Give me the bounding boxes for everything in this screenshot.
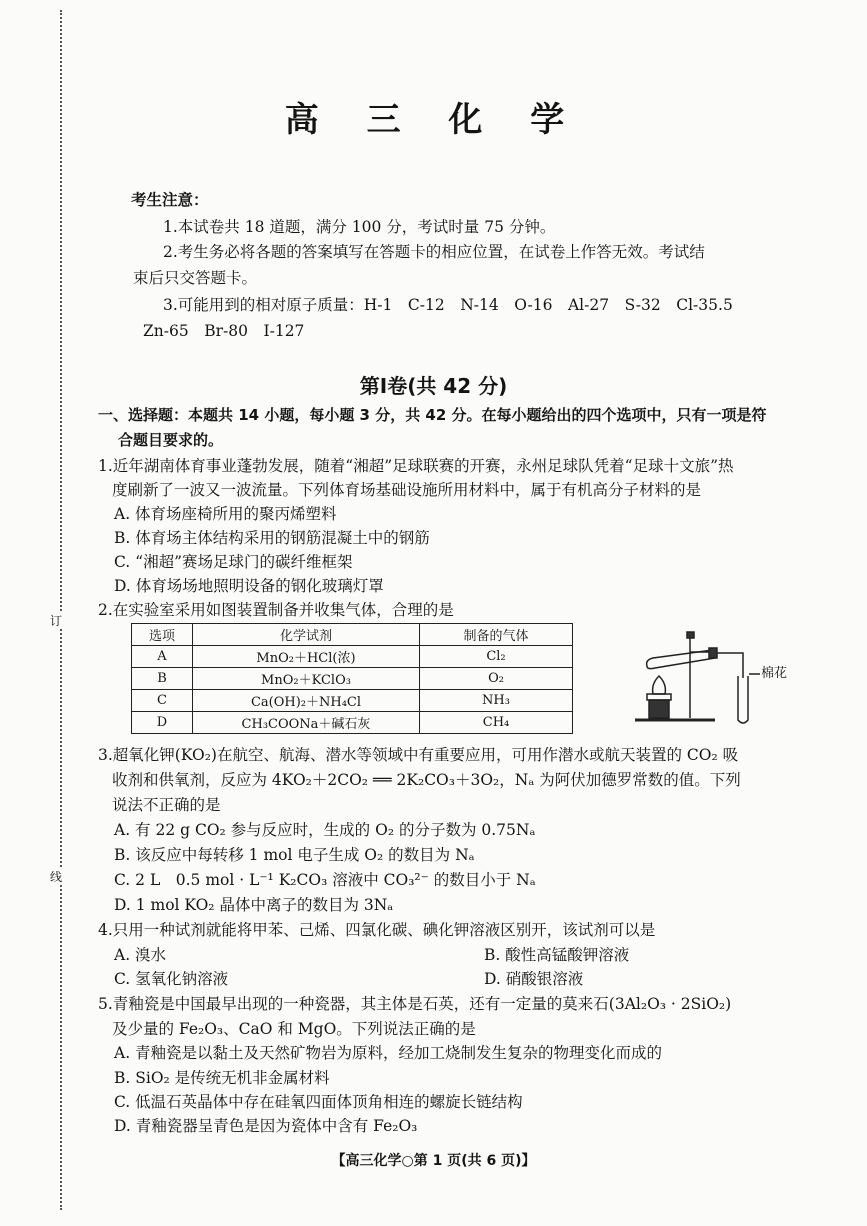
q4-option-d: D. 硝酸银溶液 xyxy=(484,970,584,988)
q5-option-c: C. 低温石英晶体中存在硅氧四面体顶角相连的螺旋长链结构 xyxy=(114,1093,523,1111)
q5-stem-cont: 及少量的 Fe₂O₃、CaO 和 MgO。下列说法正确的是 xyxy=(112,1020,476,1038)
q1-option-b: B. 体育场主体结构采用的钢筋混凝土中的钢筋 xyxy=(114,529,430,547)
q5-option-a: A. 青釉瓷是以黏土及天然矿物岩为原料，经加工烧制发生复杂的物理变化而成的 xyxy=(114,1044,663,1062)
section-title: 第Ⅰ卷(共 42 分) xyxy=(359,374,508,398)
notice-item-2-cont: 束后只交答题卡。 xyxy=(133,269,258,287)
q3-stem-cont2: 说法不正确的是 xyxy=(112,796,221,814)
notice-item-3: 3.可能用到的相对原子质量：H-1 C-12 N-14 O-16 Al-27 S-32 Cl-35.5 xyxy=(163,296,733,314)
q4-option-c: C. 氢氧化钠溶液 xyxy=(114,970,229,988)
table-cell: Cl₂ xyxy=(420,646,573,668)
table-cell: D xyxy=(132,712,193,734)
table-cell: A xyxy=(132,646,193,668)
notice-item-2: 2.考生务必将各题的答案填写在答题卡的相应位置，在试卷上作答无效。考试结 xyxy=(163,243,705,261)
table-cell: Ca(OH)₂＋NH₄Cl xyxy=(193,690,420,712)
q1-stem: 1.近年湖南体育事业蓬勃发展，随着“湘超”足球联赛的开赛，永州足球队凭着“足球十文旅”热 xyxy=(98,457,734,475)
table-cell: MnO₂＋HCl(浓) xyxy=(193,646,420,668)
q2-stem: 2.在实验室采用如图装置制备并收集气体，合理的是 xyxy=(98,601,454,619)
table-cell: O₂ xyxy=(420,668,573,690)
q3-option-a: A. 有 22 g CO₂ 参与反应时，生成的 O₂ 的分子数为 0.75Nₐ xyxy=(114,821,536,839)
q4-option-a: A. 溴水 xyxy=(114,946,167,964)
part1-instructions: 一、选择题：本题共 14 小题，每小题 3 分，共 42 分。在每小题给出的四个选项中，只有一项是符 xyxy=(98,406,767,424)
table-row xyxy=(132,690,573,712)
q3-option-c: C. 2 L 0.5 mol · L⁻¹ K₂CO₃ 溶液中 CO₃²⁻ 的数目小于 Nₐ xyxy=(114,871,536,889)
table-header: 制备的气体 xyxy=(420,624,573,646)
table-cell: NH₃ xyxy=(420,690,573,712)
notice-heading: 考生注意： xyxy=(131,191,209,209)
margin-mark-xian: 线 xyxy=(50,870,63,884)
q3-option-b: B. 该反应中每转移 1 mol 电子生成 O₂ 的数目为 Nₐ xyxy=(114,846,475,864)
binding-line xyxy=(60,10,62,1210)
page-title: 高 三 化 学 xyxy=(284,100,583,140)
figure-label-cotton: 棉花 xyxy=(761,666,788,681)
notice-item-1: 1.本试卷共 18 道题，满分 100 分，考试时量 75 分钟。 xyxy=(163,218,556,236)
q3-stem: 3.超氧化钾(KO₂)在航空、航海、潜水等领域中有重要应用，可用作潜水或航天装置的 CO₂ 吸 xyxy=(98,746,739,764)
table-cell: CH₄ xyxy=(420,712,573,734)
q1-stem-cont: 度刷新了一波又一波流量。下列体育场基础设施所用材料中，属于有机高分子材料的是 xyxy=(112,481,702,499)
table-cell: B xyxy=(132,668,193,690)
q5-stem: 5.青釉瓷是中国最早出现的一种瓷器，其主体是石英，还有一定量的莫来石(3Al₂O₃ · 2SiO₂) xyxy=(98,995,732,1013)
table-cell: CH₃COONa＋碱石灰 xyxy=(193,712,420,734)
margin-mark-ding: 订 xyxy=(50,614,63,628)
table-row xyxy=(132,712,573,734)
table-header: 选项 xyxy=(132,624,193,646)
table-header: 化学试剂 xyxy=(193,624,420,646)
table-row xyxy=(132,668,573,690)
reagent-table xyxy=(131,623,573,734)
table-header-row xyxy=(132,624,573,646)
part1-instructions-cont: 合题目要求的。 xyxy=(118,431,224,449)
q4-stem: 4.只用一种试剂就能将甲苯、己烯、四氯化碳、碘化钾溶液区别开，该试剂可以是 xyxy=(98,921,656,939)
table-row xyxy=(132,646,573,668)
q3-option-d: D. 1 mol KO₂ 晶体中离子的数目为 3Nₐ xyxy=(114,896,394,914)
q5-option-b: B. SiO₂ 是传统无机非金属材料 xyxy=(114,1069,330,1087)
table-cell: MnO₂＋KClO₃ xyxy=(193,668,420,690)
q1-option-a: A. 体育场座椅所用的聚丙烯塑料 xyxy=(114,505,337,523)
apparatus-figure xyxy=(635,628,795,728)
q5-option-d: D. 青釉瓷器呈青色是因为瓷体中含有 Fe₂O₃ xyxy=(114,1117,418,1135)
q1-option-c: C. “湘超”赛场足球门的碳纤维框架 xyxy=(114,553,353,571)
table-cell: C xyxy=(132,690,193,712)
q4-option-b: B. 酸性高锰酸钾溶液 xyxy=(484,946,630,964)
page-footer: 【高三化学○第 1 页(共 6 页)】 xyxy=(331,1153,536,1169)
notice-item-3-cont: Zn-65 Br-80 I-127 xyxy=(143,322,305,340)
q3-stem-cont: 收剂和供氧剂，反应为 4KO₂＋2CO₂ ══ 2K₂CO₃＋3O₂，Nₐ 为阿伏加德罗常数的值。下列 xyxy=(112,771,741,789)
q1-option-d: D. 体育场场地照明设备的钢化玻璃灯罩 xyxy=(114,577,384,595)
